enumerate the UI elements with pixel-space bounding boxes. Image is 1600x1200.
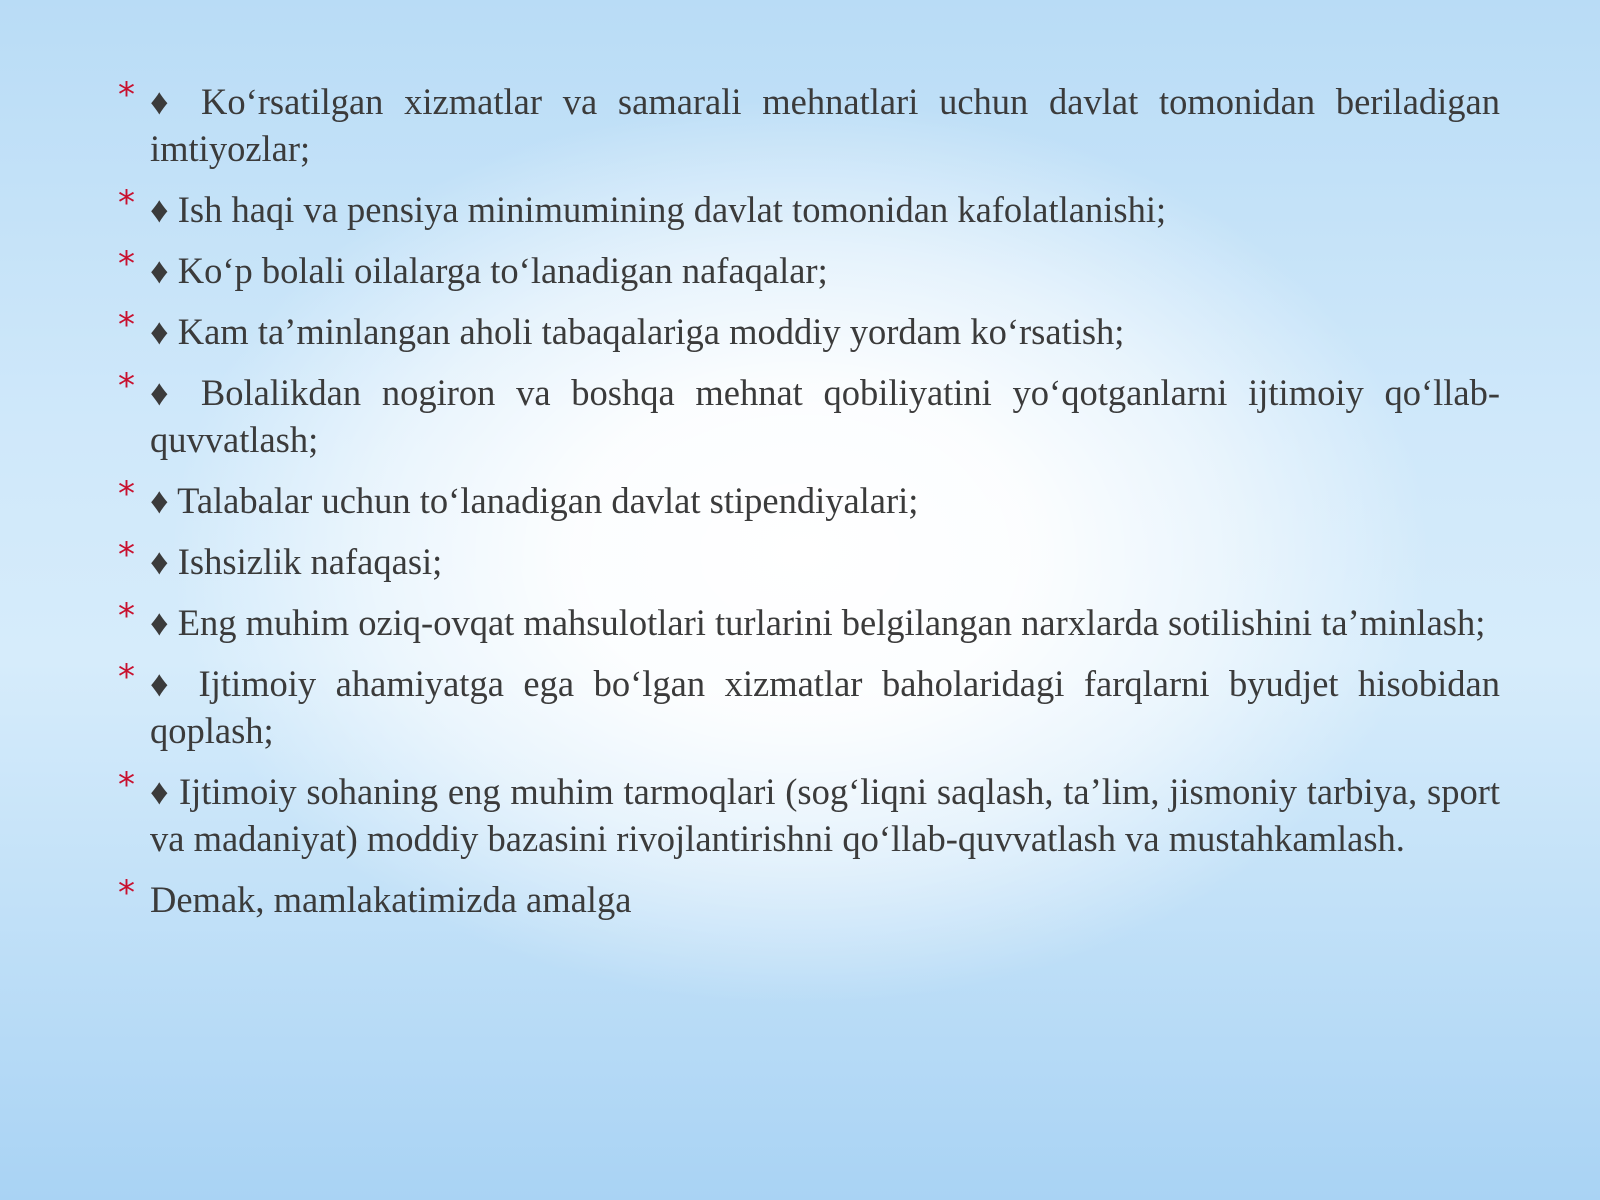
list-item-text: ♦ Ishsizlik nafaqasi; [150,541,443,582]
list-item-text: ♦ Ish haqi va pensiya minimumining davlat tomonidan kafolatlanishi; [150,189,1167,230]
asterisk-bullet-icon: * [118,657,135,697]
list-item [118,366,1500,463]
list-item [118,657,1500,754]
asterisk-bullet-icon: * [118,535,135,575]
asterisk-bullet-icon: * [118,75,135,115]
list-item-text: ♦ Ijtimoiy sohaning eng muhim tarmoqlari (sog‘liqni saqlash, ta’lim, jismoniy tarbiya, sport va madaniyat) moddiy bazasini rivojlantirishni qo‘llab-quvvatlash va mustahkamlash. [150,771,1500,859]
asterisk-bullet-icon: * [118,596,135,636]
list-item-text: ♦ Ko‘rsatilgan xizmatlar va samarali mehnatlari uchun davlat tomonidan beriladigan imtiyozlar; [150,81,1500,169]
asterisk-bullet-icon: * [118,765,135,805]
asterisk-bullet-icon: * [118,873,135,913]
list-item [118,765,1500,862]
bullet-list [118,75,1500,937]
list-item-text: ♦ Talabalar uchun to‘lanadigan davlat stipendiyalari; [150,480,919,521]
list-item [118,873,1500,923]
asterisk-bullet-icon: * [118,305,135,345]
list-item-text: Demak, mamlakatimizda amalga [150,879,632,920]
list-item-text: ♦ Bolalikdan nogiron va boshqa mehnat qobiliyatini yo‘qotganlarni ijtimoiy qo‘llab-quvvatlash; [150,372,1500,460]
asterisk-bullet-icon: * [118,244,135,284]
list-item [118,183,1500,233]
asterisk-bullet-icon: * [118,183,135,223]
list-item [118,244,1500,294]
list-item-text: ♦ Kam ta’minlangan aholi tabaqalariga moddiy yordam ko‘rsatish; [150,311,1125,352]
list-item [118,474,1500,524]
list-item-text: ♦ Ijtimoiy ahamiyatga ega bo‘lgan xizmatlar baholaridagi farqlarni byudjet hisobidan qoplash; [150,663,1500,751]
list-item-text: ♦ Ko‘p bolali oilalarga to‘lanadigan nafaqalar; [150,250,828,291]
list-item-text: ♦ Eng muhim oziq-ovqat mahsulotlari turlarini belgilangan narxlarda sotilishini ta’minlash; [150,602,1486,643]
list-item [118,75,1500,172]
list-item [118,596,1500,646]
list-item [118,535,1500,585]
list-item [118,305,1500,355]
asterisk-bullet-icon: * [118,366,135,406]
asterisk-bullet-icon: * [118,474,135,514]
